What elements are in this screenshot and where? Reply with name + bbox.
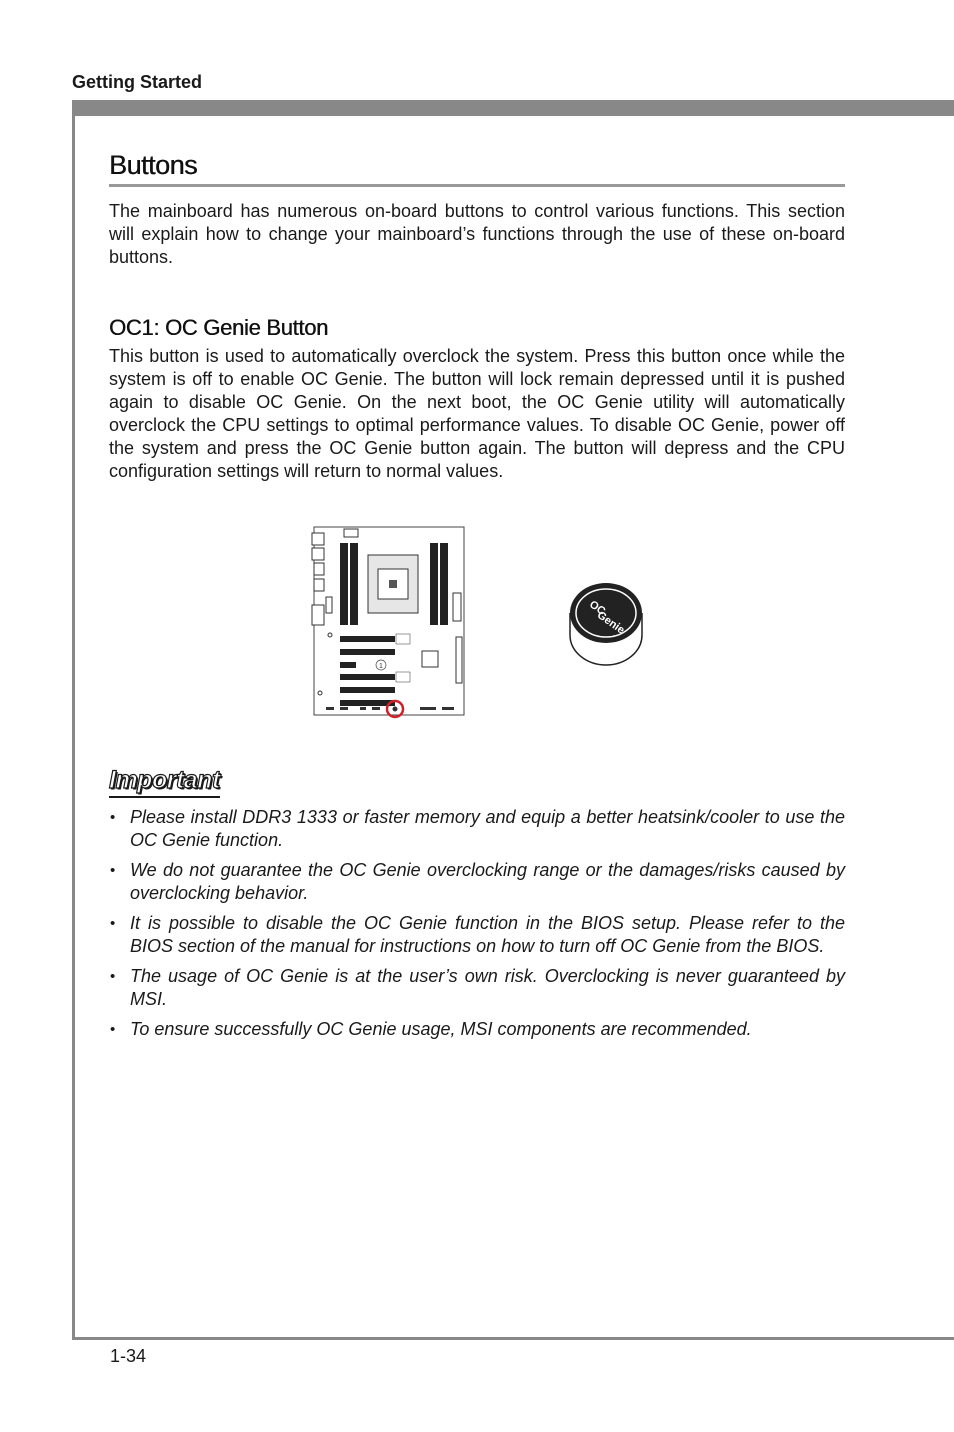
section-label: Getting Started: [72, 72, 203, 92]
note-item: • It is possible to disable the OC Genie function in the BIOS setup. Please refer to the BIOS section of the manual for instructions on how to turn off OC Genie from the BIOS.: [109, 912, 845, 958]
button-label-oc: OC: [587, 598, 608, 618]
important-notes: [109, 806, 845, 1041]
note-item: • The usage of OC Genie is at the user’s own risk. Overclocking is never guaranteed by MSI.: [109, 965, 845, 1011]
page-content: [109, 150, 845, 1048]
intro-paragraph: The mainboard has numerous on-board buttons to control various functions. This section will explain how to change your mainboard’s functions through the use of these on-board buttons.: [109, 201, 845, 267]
frame-bottom-rule: [72, 1337, 954, 1340]
motherboard-diagram: [109, 483, 845, 733]
note-item: • We do not guarantee the OC Genie overclocking range or the damages/risks caused by overclocking behavior.: [109, 859, 845, 905]
oc1-heading: OC1: OC Genie Button: [109, 315, 328, 340]
page-title: Buttons: [109, 150, 845, 187]
button-label-genie: Genie: [594, 609, 627, 637]
frame-left-rule: [72, 100, 75, 1340]
callout-number: 1: [379, 663, 383, 670]
frame-top-bar: [72, 100, 954, 116]
note-item: • Please install DDR3 1333 or faster memory and equip a better heatsink/cooler to use the OC Genie function.: [109, 806, 845, 852]
oc1-body: This button is used to automatically overclock the system. Press this button once while the system is off to enable OC Genie. The button will lock remain depressed until it is pushed again to disable OC Genie. On the next boot, the OC Genie utility will automatically overclock the CPU settings to optimal performance values. To disable OC Genie, power off the system and press the OC Genie button again. The button will depress and the CPU configuration settings will return to normal values.: [109, 346, 845, 481]
important-heading: Important: [109, 766, 220, 798]
page-number: 1-34: [110, 1346, 147, 1366]
oc-genie-figure: [109, 483, 845, 733]
note-item: • To ensure successfully OC Genie usage, MSI components are recommended.: [109, 1018, 845, 1041]
oc-genie-button-icon: [567, 583, 647, 673]
